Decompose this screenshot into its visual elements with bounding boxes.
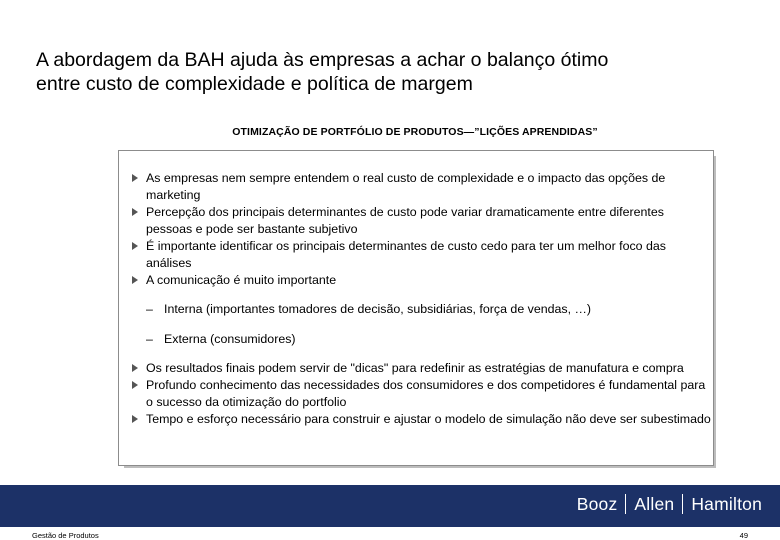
page-number: 49 — [739, 531, 748, 540]
sub-bullet-text: Externa (consumidores) — [164, 331, 296, 346]
triangle-bullet-icon — [132, 276, 138, 284]
bullet-text: É importante identificar os principais determinantes de custo cedo para ter um melhor foco das análises — [146, 239, 666, 270]
triangle-bullet-icon — [132, 381, 138, 389]
bullet-list — [128, 170, 713, 428]
slide-title-line-2: entre custo de complexidade e política de margem — [36, 73, 473, 95]
bullet-item — [128, 204, 713, 238]
sub-bullet-item — [128, 331, 713, 348]
logo-separator — [625, 494, 626, 514]
footer-band — [0, 485, 780, 527]
triangle-bullet-icon — [132, 174, 138, 182]
bullet-text: A comunicação é muito importante — [146, 273, 337, 287]
bullet-text: Os resultados finais podem servir de "dicas" para redefinir as estratégias de manufatura e compra — [146, 361, 684, 376]
triangle-bullet-icon — [132, 208, 138, 216]
sub-bullet-item — [128, 301, 713, 318]
logo-word-hamilton: Hamilton — [691, 494, 762, 514]
slide-title-line-1: A abordagem da BAH ajuda às empresas a achar o balanço ótimo — [36, 49, 609, 71]
bullet-text: Tempo e esforço necessário para construir e ajustar o modelo de simulação não deve ser subestimado — [146, 412, 711, 427]
bullet-item — [128, 170, 713, 204]
bullet-item — [128, 272, 713, 289]
dash-bullet-icon: – — [146, 302, 153, 317]
dash-bullet-icon: – — [146, 331, 153, 346]
bullet-text: Profundo conhecimento das necessidades dos consumidores e dos competidores é fundamental para o sucesso da otimização do portfolio — [146, 378, 706, 410]
logo-word-booz: Booz — [576, 494, 618, 514]
company-logo — [577, 494, 762, 515]
bullet-text: Percepção dos principais determinantes de custo pode variar dramaticamente entre diferentes pessoas e pode ser bastante subjetivo — [146, 205, 664, 236]
bullet-item — [128, 377, 713, 411]
sub-bullet-text: Interna (importantes tomadores de decisão, subsidiárias, força de vendas, …) — [164, 302, 592, 317]
triangle-bullet-icon — [132, 242, 138, 250]
footer-section-label: Gestão de Produtos — [32, 531, 99, 540]
logo-word-allen: Allen — [634, 494, 675, 514]
slide-title — [36, 48, 756, 96]
section-subtitle: OTIMIZAÇÃO DE PORTFÓLIO DE PRODUTOS—”LIÇÕES APRENDIDAS” — [232, 126, 598, 138]
bullet-item — [128, 238, 713, 272]
triangle-bullet-icon — [132, 364, 138, 372]
bullet-text: As empresas nem sempre entendem o real custo de complexidade e o impacto das opções de marketing — [146, 171, 666, 202]
logo-separator — [682, 494, 683, 514]
bullet-item — [128, 411, 713, 428]
triangle-bullet-icon — [132, 415, 138, 423]
bullet-item — [128, 360, 713, 377]
